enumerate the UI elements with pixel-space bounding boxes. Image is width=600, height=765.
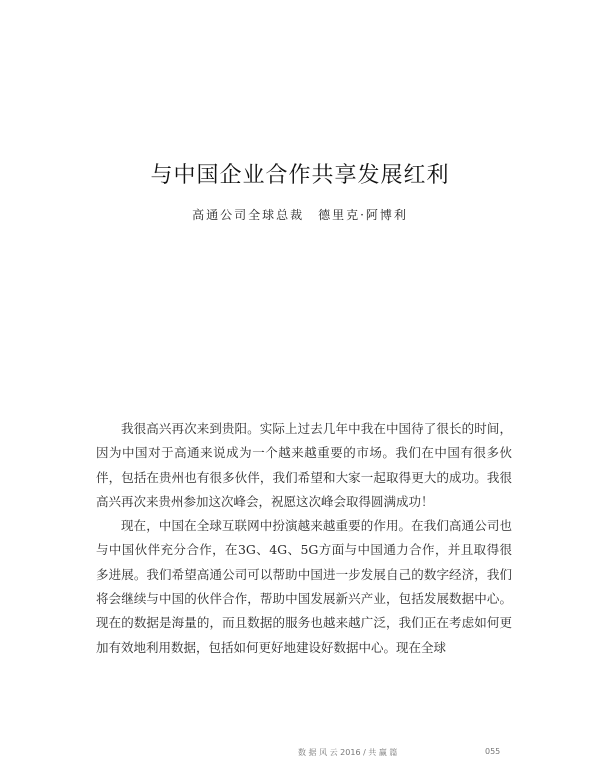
body-paragraph: 我很高兴再次来到贵阳。实际上过去几年中我在中国待了很长的时间，因为中国对于高通来说成为一个越来越重要的市场。我们在中国有很多伙伴，包括在贵州也有很多伙伴，我们希望和大家一起取得更大的成功。我很高兴再次来贵州参加这次峰会，祝愿这次峰会取得圆满成功！	[96, 421, 512, 509]
article-title: 与中国企业合作共享发展红利	[150, 163, 450, 188]
body-paragraph: 现在，中国在全球互联网中扮演越来越重要的作用。在我们高通公司也与中国伙伴充分合作，在3G、4G、5G方面与中国通力合作，并且取得很多进展。我们希望高通公司可以帮助中国进一步发展自己的数字经济，我们将会继续与中国的伙伴合作，帮助中国发展新兴产业，包括发展数据中心。现在的数据是海量的，而且数据的服务也越来越广泛，我们正在考虑如何更加有效地利用数据，包括如何更好地建设好数据中心。现在全球	[96, 518, 512, 655]
running-footer: 数 据 风 云 2016 / 共 赢 篇	[298, 748, 398, 757]
article-body	[96, 417, 512, 660]
page-number: 055	[485, 747, 501, 756]
article-byline: 高通公司全球总裁 德里克·阿博利	[192, 208, 408, 222]
